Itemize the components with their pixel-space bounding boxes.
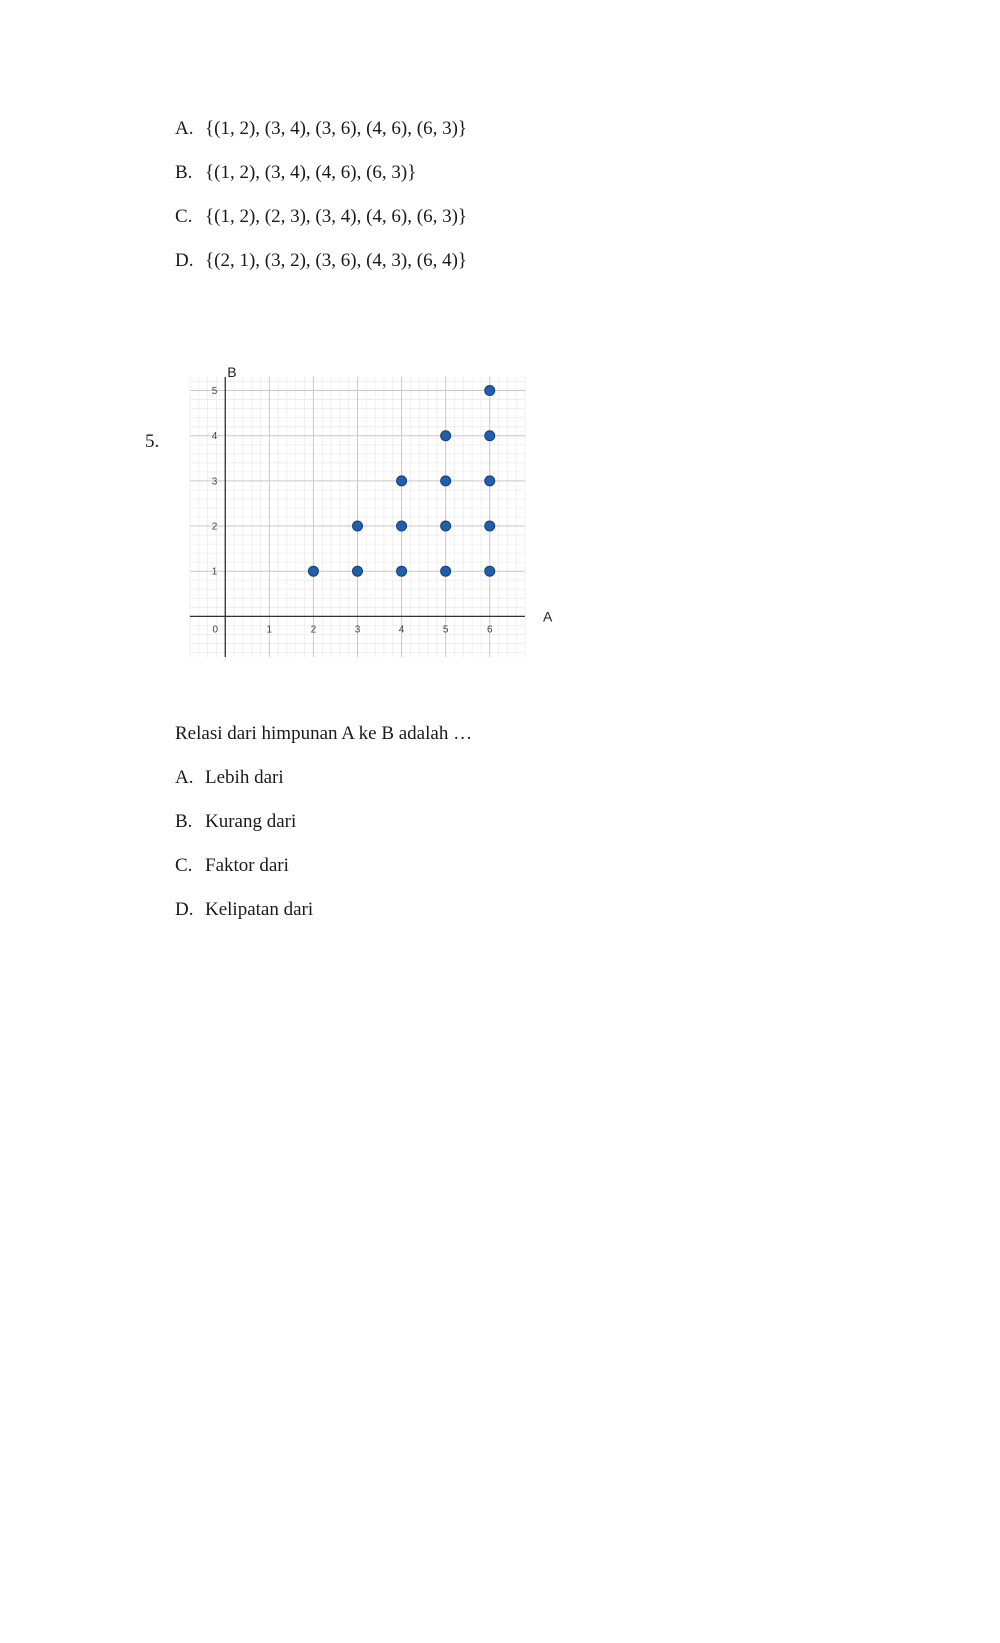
q5-option-d xyxy=(175,898,313,922)
y-tick-label: 5 xyxy=(211,386,218,398)
q5-option-a xyxy=(175,766,284,790)
option-letter: C. xyxy=(175,855,193,876)
data-point xyxy=(397,476,407,486)
x-axis-label: A xyxy=(543,608,553,625)
data-point xyxy=(441,431,451,441)
y-axis-label: B xyxy=(227,365,237,380)
option-text: {(1, 2), (3, 4), (3, 6), (4, 6), (6, 3)} xyxy=(205,118,468,139)
data-point xyxy=(397,566,407,576)
option-letter: D. xyxy=(175,250,194,271)
option-text: Faktor dari xyxy=(205,855,289,876)
option-text: Kurang dari xyxy=(205,811,297,832)
option-letter: A. xyxy=(175,767,194,788)
option-text: Kelipatan dari xyxy=(205,899,314,920)
y-tick-label: 1 xyxy=(211,566,218,578)
data-point xyxy=(485,431,495,441)
data-point xyxy=(485,566,495,576)
relation-graph xyxy=(180,365,560,660)
x-tick-label: 3 xyxy=(354,624,361,636)
data-point xyxy=(308,566,318,576)
y-tick-label: 2 xyxy=(211,521,218,533)
q4-option-c xyxy=(175,205,467,229)
question-number: 5. xyxy=(145,431,160,452)
data-point xyxy=(441,476,451,486)
data-point xyxy=(485,521,495,531)
q4-option-d xyxy=(175,249,467,273)
data-point xyxy=(485,476,495,486)
x-tick-label: 4 xyxy=(398,624,405,636)
option-letter: B. xyxy=(175,811,193,832)
option-letter: D. xyxy=(175,899,194,920)
q5-option-c xyxy=(175,854,289,878)
question-text: Relasi dari himpunan A ke B adalah … xyxy=(175,723,473,744)
x-tick-label: 0 xyxy=(212,624,219,636)
option-text: {(1, 2), (3, 4), (4, 6), (6, 3)} xyxy=(205,162,417,183)
x-tick-label: 6 xyxy=(486,624,493,636)
data-point xyxy=(353,566,363,576)
y-tick-label: 3 xyxy=(211,476,218,488)
x-tick-label: 2 xyxy=(310,624,317,636)
option-letter: C. xyxy=(175,206,193,227)
data-point xyxy=(397,521,407,531)
data-point xyxy=(441,521,451,531)
x-tick-label: 1 xyxy=(266,624,273,636)
option-letter: A. xyxy=(175,118,194,139)
x-tick-label: 5 xyxy=(442,624,449,636)
y-tick-label: 4 xyxy=(211,431,218,443)
data-point xyxy=(485,386,495,396)
option-text: Lebih dari xyxy=(205,767,284,788)
option-letter: B. xyxy=(175,162,193,183)
q4-option-b xyxy=(175,161,416,185)
option-text: {(1, 2), (2, 3), (3, 4), (4, 6), (6, 3)} xyxy=(205,206,468,227)
q5-option-b xyxy=(175,810,296,834)
data-point xyxy=(353,521,363,531)
data-point xyxy=(441,566,451,576)
option-text: {(2, 1), (3, 2), (3, 6), (4, 3), (6, 4)} xyxy=(205,250,468,271)
q4-option-a xyxy=(175,117,467,141)
